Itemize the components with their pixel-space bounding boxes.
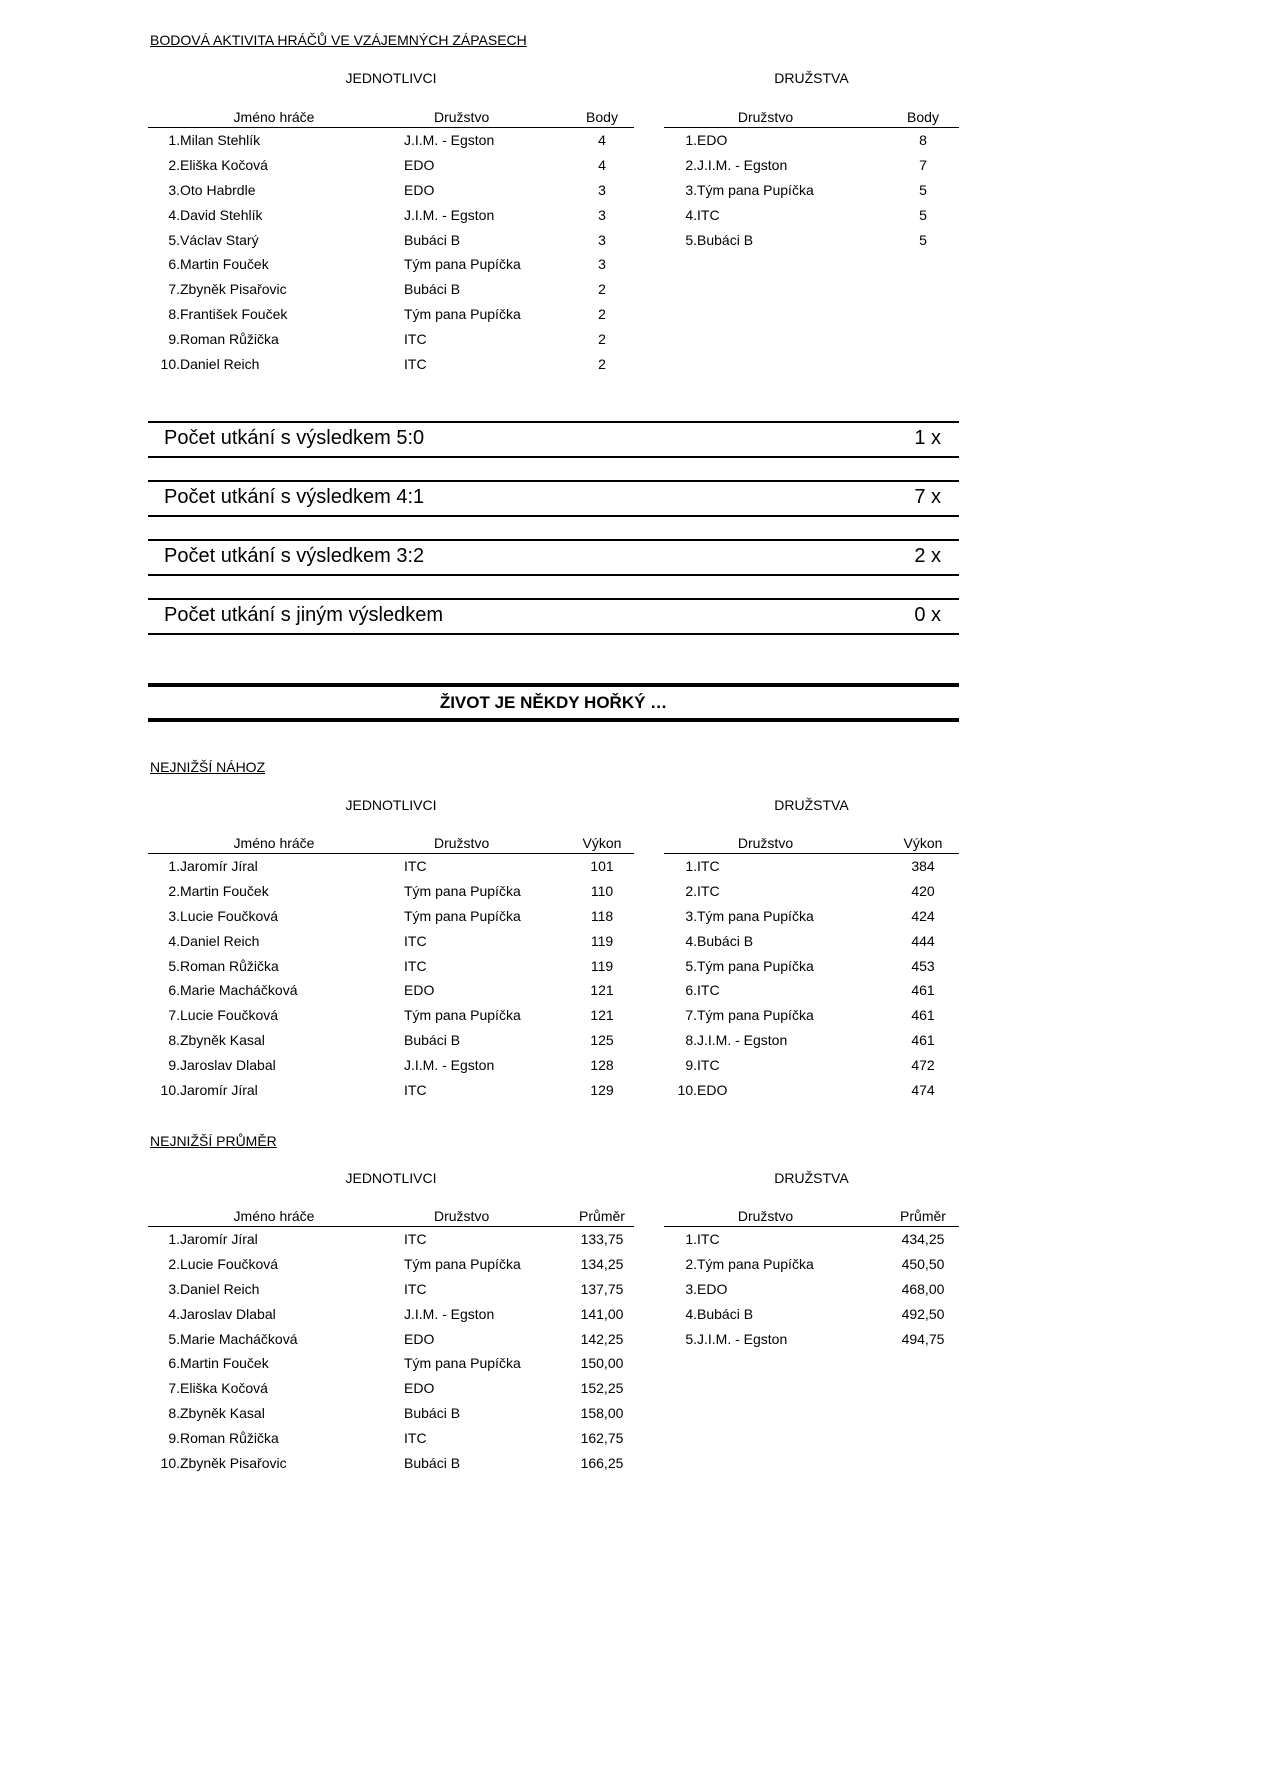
rank-cell: 4. (168, 206, 180, 223)
value-cell: 2 (598, 305, 606, 322)
team-name-cell: EDO (697, 1081, 728, 1098)
column-header: Družstvo (370, 827, 570, 854)
team-name-cell: Bubáci B (697, 1305, 754, 1322)
team-name-cell: Tým pana Pupíčka (404, 256, 521, 273)
rank-cell: 4. (168, 932, 180, 949)
result-count: 2 x (914, 545, 941, 567)
player-name-cell: Lucie Foučková (180, 1007, 279, 1024)
rank-cell: 2. (168, 1256, 180, 1273)
player-name-cell: Jaromír Jíral (180, 1231, 258, 1248)
table-header-row (148, 1200, 634, 1227)
rank-cell: 3. (685, 1280, 697, 1297)
rank-cell: 2. (685, 157, 697, 174)
value-cell: 2 (598, 281, 606, 298)
table-row (148, 153, 634, 178)
team-name-cell: ITC (404, 1231, 427, 1248)
section-title-lowest-throw: NEJNIŽŠÍ NÁHOZ (150, 759, 266, 775)
table-row (148, 953, 634, 978)
rank-cell: 3. (685, 181, 697, 198)
rank-cell: 6. (168, 1355, 180, 1372)
team-name-cell: ITC (404, 1429, 427, 1446)
value-cell: 492,50 (901, 1305, 945, 1322)
value-cell: 474 (911, 1081, 935, 1098)
team-name-cell: Bubáci B (697, 231, 754, 248)
rank-cell: 5. (685, 231, 697, 248)
table-row (148, 1326, 634, 1351)
team-name-cell: ITC (404, 1081, 427, 1098)
value-cell: 166,25 (580, 1454, 624, 1471)
rank-cell: 6. (168, 256, 180, 273)
column-header: Družstvo (664, 827, 867, 854)
rank-cell: 5. (168, 957, 180, 974)
value-cell: 133,75 (580, 1231, 624, 1248)
value-cell: 3 (598, 206, 606, 223)
player-name-cell: Eliška Kočová (180, 1380, 268, 1397)
rank-cell: 4. (685, 206, 697, 223)
column-header: Body (867, 101, 959, 128)
rank-cell: 10. (160, 355, 180, 372)
rank-cell: 10. (160, 1454, 180, 1471)
team-name-cell: EDO (697, 1280, 728, 1297)
value-cell: 5 (919, 231, 927, 248)
team-name-cell: Bubáci B (697, 932, 754, 949)
value-cell: 101 (590, 858, 614, 875)
team-name-cell: EDO (404, 982, 435, 999)
value-cell: 8 (919, 132, 927, 149)
rank-cell: 3. (168, 181, 180, 198)
rank-cell: 5. (168, 231, 180, 248)
table-row (664, 953, 959, 978)
player-name-cell: Marie Macháčková (180, 1330, 298, 1347)
rank-cell: 1. (168, 1231, 180, 1248)
value-cell: 3 (598, 256, 606, 273)
team-name-cell: J.I.M. - Egston (697, 157, 788, 174)
result-row (148, 598, 959, 635)
column-header: Jméno hráče (148, 101, 370, 128)
table-row (664, 227, 959, 252)
value-cell: 150,00 (580, 1355, 624, 1372)
team-name-cell: Bubáci B (404, 231, 461, 248)
team-name-cell: ITC (697, 1056, 720, 1073)
column-header: Jméno hráče (148, 1200, 370, 1227)
table-row (664, 904, 959, 929)
table-row (148, 1425, 634, 1450)
table-row (664, 1252, 959, 1277)
table-row (148, 1077, 634, 1102)
individuals-throw-table (148, 827, 634, 1102)
table-row (148, 978, 634, 1003)
table-row (148, 1376, 634, 1401)
value-cell: 4 (598, 157, 606, 174)
team-name-cell: EDO (404, 1380, 435, 1397)
player-name-cell: David Stehlík (180, 206, 263, 223)
team-name-cell: EDO (404, 157, 435, 174)
player-name-cell: Zbyněk Pisařovic (180, 281, 287, 298)
value-cell: 121 (590, 982, 614, 999)
column-header: Družstvo (664, 101, 867, 128)
value-cell: 5 (919, 206, 927, 223)
team-name-cell: Tým pana Pupíčka (404, 1256, 521, 1273)
rank-cell: 10. (677, 1081, 697, 1098)
rank-cell: 8. (685, 1031, 697, 1048)
teams-throw-table (664, 827, 959, 1102)
team-name-cell: ITC (404, 1280, 427, 1297)
table-row (664, 1028, 959, 1053)
value-cell: 461 (911, 1031, 935, 1048)
table-header-row (664, 101, 959, 128)
team-name-cell: ITC (404, 932, 427, 949)
table-row (148, 928, 634, 953)
player-name-cell: Daniel Reich (180, 1280, 260, 1297)
table-header-row (664, 827, 959, 854)
rank-cell: 5. (168, 1330, 180, 1347)
team-name-cell: J.I.M. - Egston (697, 1330, 788, 1347)
rank-cell: 2. (168, 157, 180, 174)
value-cell: 118 (590, 907, 614, 924)
value-cell: 468,00 (901, 1280, 945, 1297)
column-header: Výkon (570, 827, 634, 854)
team-name-cell: J.I.M. - Egston (404, 1056, 495, 1073)
table-row (664, 1052, 959, 1077)
player-name-cell: Jaromír Jíral (180, 1081, 258, 1098)
rank-cell: 9. (168, 330, 180, 347)
table-row (148, 1401, 634, 1426)
table-row (148, 1351, 634, 1376)
value-cell: 134,25 (580, 1256, 624, 1273)
column-header: Družstvo (370, 1200, 570, 1227)
table-row (148, 1028, 634, 1053)
player-name-cell: Martin Fouček (180, 883, 269, 900)
rank-cell: 1. (685, 132, 697, 149)
value-cell: 461 (911, 1007, 935, 1024)
value-cell: 128 (590, 1056, 614, 1073)
value-cell: 119 (590, 932, 614, 949)
value-cell: 2 (598, 330, 606, 347)
table-row (664, 178, 959, 203)
value-cell: 453 (911, 957, 935, 974)
column-header: Výkon (867, 827, 959, 854)
value-cell: 121 (590, 1007, 614, 1024)
rank-cell: 6. (168, 982, 180, 999)
rank-cell: 7. (168, 1380, 180, 1397)
rank-cell: 1. (168, 132, 180, 149)
player-name-cell: Roman Růžička (180, 330, 279, 347)
result-label: Počet utkání s jiným výsledkem (164, 604, 443, 626)
team-name-cell: Bubáci B (404, 1404, 461, 1421)
value-cell: 494,75 (901, 1330, 945, 1347)
table-row (664, 928, 959, 953)
individuals-points-table (148, 101, 634, 376)
value-cell: 2 (598, 355, 606, 372)
player-name-cell: Jaromír Jíral (180, 858, 258, 875)
rank-cell: 4. (685, 932, 697, 949)
table-row (148, 1277, 634, 1302)
value-cell: 5 (919, 181, 927, 198)
team-name-cell: J.I.M. - Egston (404, 206, 495, 223)
player-name-cell: Jaroslav Dlabal (180, 1056, 276, 1073)
value-cell: 162,75 (580, 1429, 624, 1446)
team-name-cell: EDO (404, 181, 435, 198)
individuals-average-table (148, 1200, 634, 1475)
team-name-cell: Tým pana Pupíčka (697, 907, 814, 924)
team-name-cell: ITC (404, 330, 427, 347)
team-name-cell: J.I.M. - Egston (697, 1031, 788, 1048)
column-header: Průměr (867, 1200, 959, 1227)
player-name-cell: Lucie Foučková (180, 1256, 279, 1273)
team-name-cell: ITC (697, 982, 720, 999)
table-row (664, 978, 959, 1003)
value-cell: 3 (598, 231, 606, 248)
table-row (148, 302, 634, 327)
table-row (148, 252, 634, 277)
rank-cell: 6. (685, 982, 697, 999)
table-row (664, 153, 959, 178)
table-row (148, 202, 634, 227)
table-row (664, 1003, 959, 1028)
player-name-cell: Daniel Reich (180, 932, 260, 949)
team-name-cell: Tým pana Pupíčka (697, 1256, 814, 1273)
column-header: Družstvo (664, 1200, 867, 1227)
rank-cell: 9. (685, 1056, 697, 1073)
team-name-cell: Tým pana Pupíčka (697, 181, 814, 198)
individuals-heading: JEDNOTLIVCI (345, 797, 437, 813)
rank-cell: 8. (168, 305, 180, 322)
player-name-cell: Daniel Reich (180, 355, 260, 372)
table-row (664, 1277, 959, 1302)
table-row (664, 1326, 959, 1351)
value-cell: 434,25 (901, 1231, 945, 1248)
teams-heading: DRUŽSTVA (774, 70, 849, 86)
table-row (664, 128, 959, 153)
team-name-cell: Tým pana Pupíčka (404, 1355, 521, 1372)
result-count: 7 x (914, 486, 941, 508)
column-header: Jméno hráče (148, 827, 370, 854)
team-name-cell: ITC (697, 883, 720, 900)
teams-average-table (664, 1200, 959, 1351)
player-name-cell: Eliška Kočová (180, 157, 268, 174)
teams-heading: DRUŽSTVA (774, 1170, 849, 1186)
rank-cell: 8. (168, 1031, 180, 1048)
team-name-cell: Tým pana Pupíčka (697, 957, 814, 974)
team-name-cell: ITC (697, 1231, 720, 1248)
value-cell: 424 (911, 907, 935, 924)
player-name-cell: Martin Fouček (180, 1355, 269, 1372)
table-row (148, 854, 634, 879)
team-name-cell: EDO (404, 1330, 435, 1347)
result-label: Počet utkání s výsledkem 5:0 (164, 427, 425, 449)
team-name-cell: Tým pana Pupíčka (404, 1007, 521, 1024)
table-row (148, 1227, 634, 1252)
rank-cell: 3. (685, 907, 697, 924)
table-row (148, 904, 634, 929)
rank-cell: 3. (168, 1280, 180, 1297)
table-row (664, 854, 959, 879)
result-row (148, 421, 959, 458)
team-name-cell: EDO (697, 132, 728, 149)
value-cell: 4 (598, 132, 606, 149)
result-label: Počet utkání s výsledkem 4:1 (164, 486, 425, 508)
team-name-cell: Bubáci B (404, 1031, 461, 1048)
table-row (664, 1301, 959, 1326)
rank-cell: 7. (685, 1007, 697, 1024)
value-cell: 450,50 (901, 1256, 945, 1273)
table-header-row (148, 101, 634, 128)
value-cell: 158,00 (580, 1404, 624, 1421)
table-row (148, 1301, 634, 1326)
team-name-cell: ITC (697, 858, 720, 875)
rank-cell: 2. (168, 883, 180, 900)
player-name-cell: Zbyněk Kasal (180, 1031, 265, 1048)
player-name-cell: Martin Fouček (180, 256, 269, 273)
table-row (148, 326, 634, 351)
result-label: Počet utkání s výsledkem 3:2 (164, 545, 425, 567)
teams-heading: DRUŽSTVA (774, 797, 849, 813)
value-cell: 129 (590, 1081, 614, 1098)
rank-cell: 7. (168, 1007, 180, 1024)
table-row (148, 351, 634, 376)
rank-cell: 5. (685, 957, 697, 974)
table-row (148, 1003, 634, 1028)
rank-cell: 9. (168, 1429, 180, 1446)
team-name-cell: ITC (404, 957, 427, 974)
value-cell: 141,00 (580, 1305, 624, 1322)
rank-cell: 1. (685, 858, 697, 875)
value-cell: 137,75 (580, 1280, 624, 1297)
result-row (148, 480, 959, 517)
table-row (148, 277, 634, 302)
result-count: 0 x (914, 604, 941, 626)
value-cell: 420 (911, 883, 935, 900)
table-row (148, 1052, 634, 1077)
team-name-cell: ITC (404, 355, 427, 372)
table-header-row (148, 827, 634, 854)
rank-cell: 2. (685, 1256, 697, 1273)
player-name-cell: Lucie Foučková (180, 907, 279, 924)
value-cell: 110 (590, 883, 614, 900)
value-cell: 142,25 (580, 1330, 624, 1347)
player-name-cell: Roman Růžička (180, 1429, 279, 1446)
player-name-cell: Marie Macháčková (180, 982, 298, 999)
player-name-cell: Václav Starý (180, 231, 259, 248)
table-header-row (664, 1200, 959, 1227)
individuals-heading: JEDNOTLIVCI (345, 1170, 437, 1186)
team-name-cell: Tým pana Pupíčka (404, 883, 521, 900)
player-name-cell: Jaroslav Dlabal (180, 1305, 276, 1322)
table-row (148, 879, 634, 904)
result-row (148, 539, 959, 576)
table-row (664, 879, 959, 904)
team-name-cell: J.I.M. - Egston (404, 132, 495, 149)
rank-cell: 10. (160, 1081, 180, 1098)
player-name-cell: Oto Habrdle (180, 181, 256, 198)
table-row (148, 1252, 634, 1277)
section-banner: ŽIVOT JE NĚKDY HOŘKÝ … (148, 683, 959, 722)
rank-cell: 5. (685, 1330, 697, 1347)
rank-cell: 3. (168, 907, 180, 924)
team-name-cell: Tým pana Pupíčka (404, 907, 521, 924)
player-name-cell: Roman Růžička (180, 957, 279, 974)
value-cell: 3 (598, 181, 606, 198)
rank-cell: 4. (685, 1305, 697, 1322)
table-row (664, 1077, 959, 1102)
table-row (148, 178, 634, 203)
player-name-cell: Zbyněk Kasal (180, 1404, 265, 1421)
value-cell: 384 (911, 858, 935, 875)
section-title-lowest-average: NEJNIŽŠÍ PRŮMĚR (150, 1133, 277, 1149)
table-row (148, 128, 634, 153)
teams-points-table (664, 101, 959, 252)
player-name-cell: František Fouček (180, 305, 288, 322)
result-count: 1 x (914, 427, 941, 449)
rank-cell: 1. (685, 1231, 697, 1248)
team-name-cell: Bubáci B (404, 281, 461, 298)
team-name-cell: Bubáci B (404, 1454, 461, 1471)
player-name-cell: Milan Stehlík (180, 132, 261, 149)
rank-cell: 8. (168, 1404, 180, 1421)
section-title-points: BODOVÁ AKTIVITA HRÁČŮ VE VZÁJEMNÝCH ZÁPASECH (150, 32, 527, 48)
table-row (664, 202, 959, 227)
team-name-cell: ITC (697, 206, 720, 223)
table-row (148, 227, 634, 252)
table-row (664, 1227, 959, 1252)
value-cell: 125 (590, 1031, 614, 1048)
value-cell: 472 (911, 1056, 935, 1073)
rank-cell: 4. (168, 1305, 180, 1322)
individuals-heading: JEDNOTLIVCI (345, 70, 437, 86)
rank-cell: 1. (168, 858, 180, 875)
value-cell: 7 (919, 157, 927, 174)
table-row (148, 1450, 634, 1475)
value-cell: 152,25 (580, 1380, 624, 1397)
value-cell: 119 (590, 957, 614, 974)
rank-cell: 9. (168, 1056, 180, 1073)
rank-cell: 2. (685, 883, 697, 900)
team-name-cell: Tým pana Pupíčka (697, 1007, 814, 1024)
column-header: Družstvo (370, 101, 570, 128)
column-header: Průměr (570, 1200, 634, 1227)
team-name-cell: ITC (404, 858, 427, 875)
column-header: Body (570, 101, 634, 128)
rank-cell: 7. (168, 281, 180, 298)
team-name-cell: J.I.M. - Egston (404, 1305, 495, 1322)
team-name-cell: Tým pana Pupíčka (404, 305, 521, 322)
value-cell: 444 (911, 932, 935, 949)
player-name-cell: Zbyněk Pisařovic (180, 1454, 287, 1471)
value-cell: 461 (911, 982, 935, 999)
